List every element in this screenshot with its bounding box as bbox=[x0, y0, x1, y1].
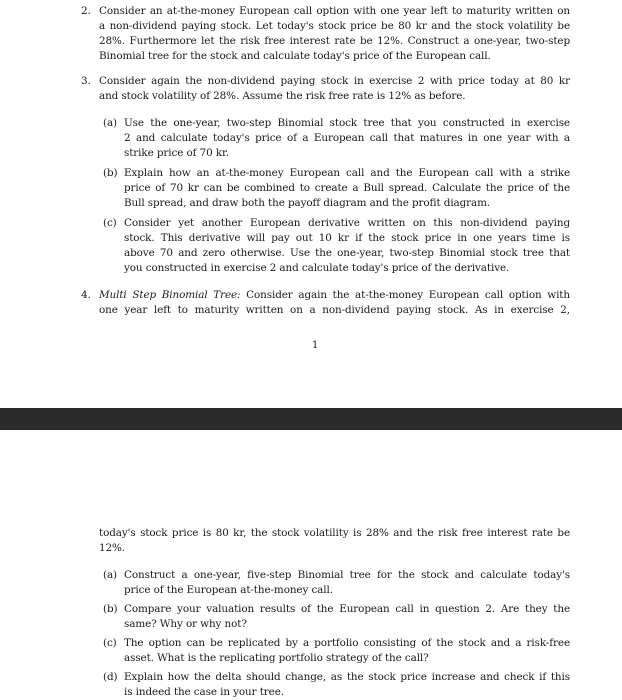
part-label: (d) bbox=[103, 671, 118, 683]
part-body bbox=[124, 116, 570, 161]
text-line: 28%. Furthermore let the risk free interest rate be 12%. Construct a one-year, two-step bbox=[99, 35, 570, 47]
text-line: Use the one-year, two-step Binomial stock tree that you constructed in exercise bbox=[124, 117, 570, 129]
text-line: one year left to maturity written on a non-dividend paying stock. As in exercise 2, bbox=[99, 304, 570, 316]
part-body bbox=[124, 602, 570, 632]
document-page-2 bbox=[0, 430, 622, 700]
text-line: Consider yet another European derivative written on this non-dividend paying bbox=[124, 217, 570, 229]
page-separator bbox=[0, 408, 622, 430]
text-line: The option can be replicated by a portfolio consisting of the stock and a risk-free bbox=[124, 637, 570, 649]
text-line: asset. What is the replicating portfolio strategy of the call? bbox=[124, 652, 429, 664]
part-label: (c) bbox=[103, 217, 117, 229]
question-number: 2. bbox=[81, 5, 91, 17]
text-line bbox=[99, 288, 570, 303]
part-body bbox=[124, 216, 570, 276]
part-label: (b) bbox=[103, 603, 118, 615]
text-line: Construct a one-year, five-step Binomial tree for the stock and calculate today's bbox=[124, 569, 570, 581]
text-line: Binomial tree for the stock and calculate today's price of the European call. bbox=[99, 50, 491, 62]
question-body bbox=[99, 4, 570, 64]
text-line: and stock volatility of 28%. Assume the risk free rate is 12% as before. bbox=[99, 90, 466, 102]
question-body bbox=[99, 74, 570, 104]
text-line: Explain how the delta should change, as the stock price increase and check if this bbox=[124, 671, 570, 683]
text-line: 12%. bbox=[99, 542, 125, 554]
text-line: today's stock price is 80 kr, the stock volatility is 28% and the risk free interest rate be bbox=[99, 527, 570, 539]
part-body bbox=[124, 636, 570, 666]
text-line: a non-dividend paying stock. Let today's stock price be 80 kr and the stock volatility be bbox=[99, 20, 570, 32]
part-body bbox=[124, 670, 570, 700]
text-line: 2 and calculate today's price of a European call that matures in one year with a bbox=[124, 132, 570, 144]
question-4-continuation bbox=[99, 526, 570, 556]
text-line: Bull spread, and draw both the payoff diagram and the profit diagram. bbox=[124, 197, 491, 209]
text-line: stock. This derivative will pay out 10 kr if the stock price in one years time is bbox=[124, 232, 570, 244]
part-label: (a) bbox=[103, 117, 118, 129]
page-number: 1 bbox=[312, 340, 319, 351]
text-line: above 70 and zero otherwise. Use the one-year, two-step Binomial stock tree that bbox=[124, 247, 570, 259]
part-label: (b) bbox=[103, 167, 118, 179]
text-fragment: Consider again the at-the-money European call option with bbox=[240, 289, 570, 301]
part-label: (a) bbox=[103, 569, 118, 581]
text-line: Compare your valuation results of the European call in question 2. Are they the bbox=[124, 603, 570, 615]
part-body bbox=[124, 166, 570, 211]
part-body bbox=[124, 568, 570, 598]
text-line: same? Why or why not? bbox=[124, 618, 247, 630]
text-line: strike price of 70 kr. bbox=[124, 147, 229, 159]
part-label: (c) bbox=[103, 637, 117, 649]
question-title: Multi Step Binomial Tree: bbox=[99, 289, 241, 301]
text-line: Consider an at-the-money European call option with one year left to maturity written on bbox=[99, 5, 570, 17]
text-line: price of the European at-the-money call. bbox=[124, 584, 333, 596]
question-body bbox=[99, 288, 570, 318]
question-number: 3. bbox=[81, 75, 91, 87]
text-line: price of 70 kr can be combined to create a Bull spread. Calculate the price of the bbox=[124, 182, 570, 194]
text-line: you constructed in exercise 2 and calculate today's price of the derivative. bbox=[124, 262, 510, 274]
question-number: 4. bbox=[81, 289, 91, 301]
text-line: is indeed the case in your tree. bbox=[124, 686, 284, 698]
text-line: Consider again the non-dividend paying stock in exercise 2 with price today at 80 kr bbox=[99, 75, 570, 87]
text-line: Explain how an at-the-money European call and the European call with a strike bbox=[124, 167, 570, 179]
